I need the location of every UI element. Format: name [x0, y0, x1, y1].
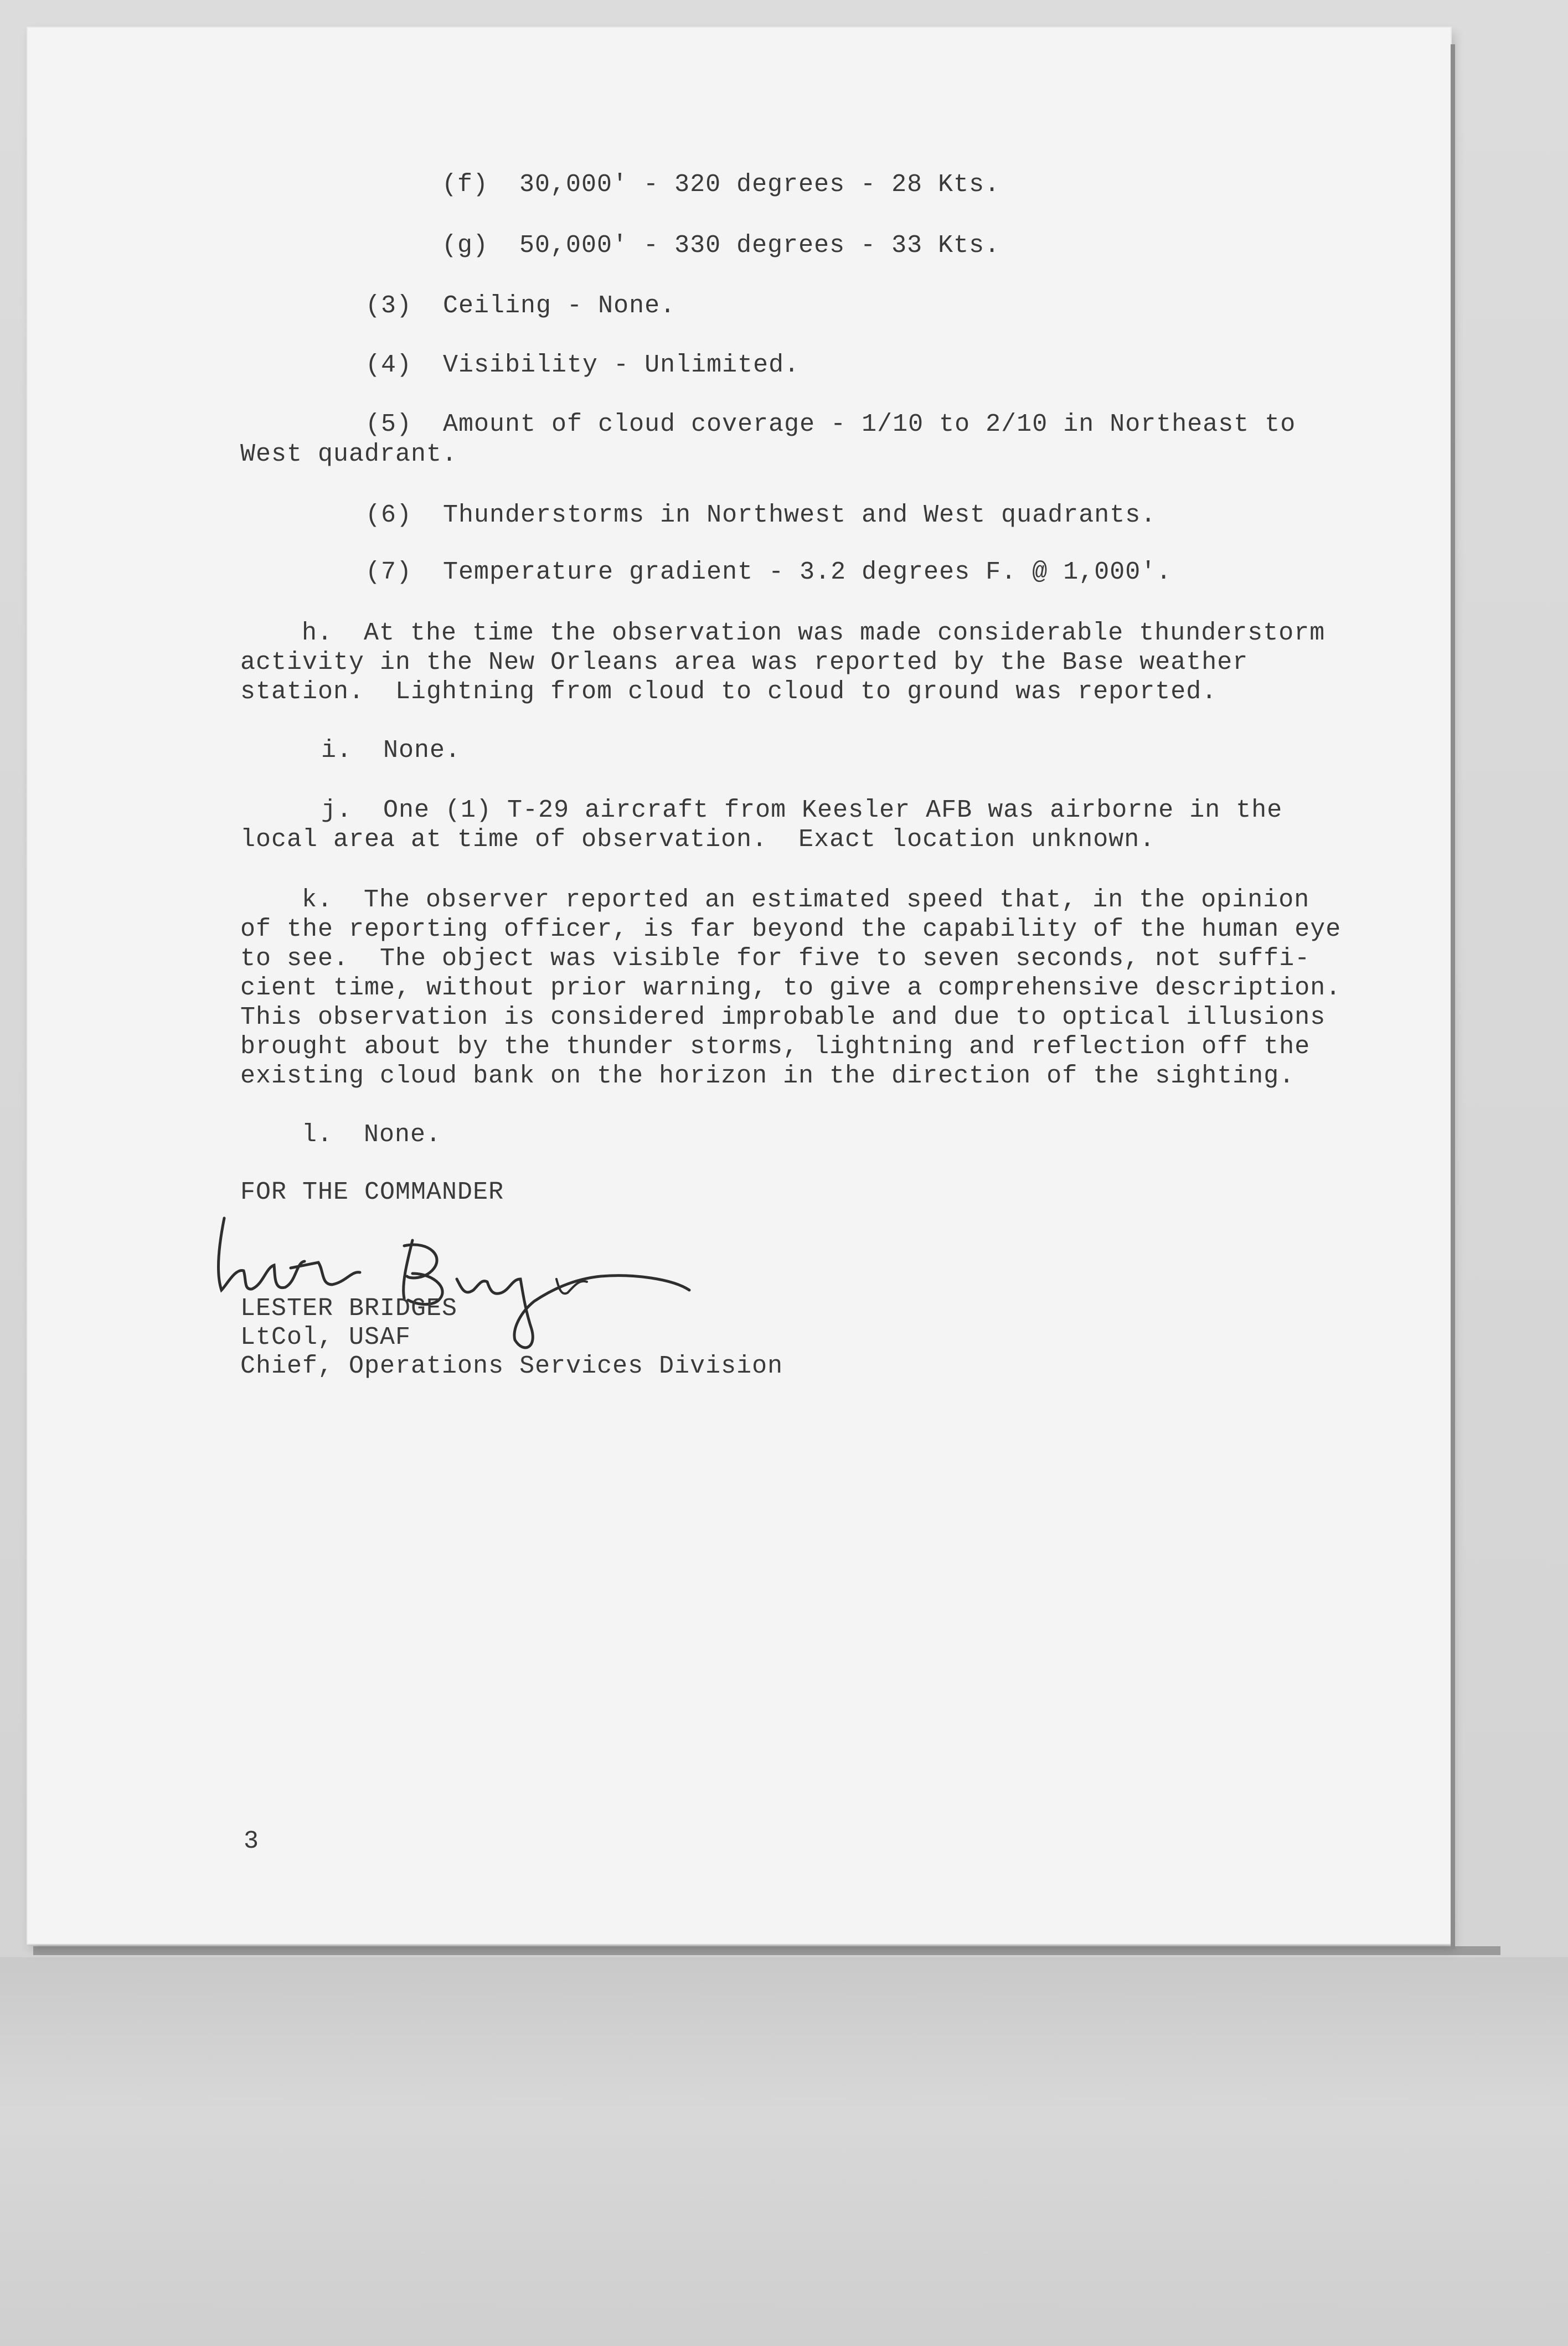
para-i: i. None. [321, 736, 461, 765]
para-j-line1: j. One (1) T-29 aircraft from Keesler AFB was airborne in the [321, 796, 1283, 824]
para-k-line1: k. The observer reported an estimated speed that, in the opinion [302, 886, 1310, 914]
signer-title: Chief, Operations Services Division [240, 1352, 783, 1380]
para-k-line2: of the reporting officer, is far beyond the capability of the human eye [240, 915, 1342, 943]
page-shadow-strip [33, 1946, 1500, 1955]
para-h-line1: h. At the time the observation was made considerable thunderstorm [302, 619, 1325, 647]
para-h-line3: station. Lightning from cloud to cloud to ground was reported. [240, 678, 1218, 706]
underlying-paper [0, 1957, 1568, 2346]
for-the-commander: FOR THE COMMANDER [240, 1178, 504, 1206]
wind-item-g: (g) 50,000' - 330 degrees - 33 Kts. [442, 231, 1000, 260]
item-temperature-gradient: (7) Temperature gradient - 3.2 degrees F. @ 1,000'. [365, 558, 1172, 586]
signer-name: LESTER BRIDGES [240, 1295, 458, 1323]
signer-rank: LtCol, USAF [240, 1323, 411, 1352]
item-cloud-coverage-line1: (5) Amount of cloud coverage - 1/10 to 2/10 in Northeast to [365, 410, 1296, 439]
item-cloud-coverage-line2: West quadrant. [240, 440, 458, 468]
para-k-line4: cient time, without prior warning, to give a comprehensive description. [240, 974, 1342, 1002]
wind-item-f: (f) 30,000' - 320 degrees - 28 Kts. [442, 171, 1000, 199]
para-h-line2: activity in the New Orleans area was reported by the Base weather [240, 648, 1249, 677]
para-j-line2: local area at time of observation. Exact location unknown. [240, 826, 1156, 854]
page-edge [1451, 44, 1455, 1949]
page-number: 3 [244, 1827, 260, 1855]
item-ceiling: (3) Ceiling - None. [365, 292, 676, 320]
para-k-line7: existing cloud bank on the horizon in the direction of the sighting. [240, 1062, 1295, 1090]
para-l: l. None. [302, 1121, 442, 1149]
para-k-line3: to see. The object was visible for five to seven seconds, not suffi- [240, 945, 1311, 973]
item-visibility: (4) Visibility - Unlimited. [365, 351, 800, 379]
para-k-line5: This observation is considered improbable and due to optical illusions [240, 1003, 1326, 1032]
item-thunderstorms: (6) Thunderstorms in Northwest and West quadrants. [365, 501, 1157, 529]
para-k-line6: brought about by the thunder storms, lightning and reflection off the [240, 1033, 1311, 1061]
